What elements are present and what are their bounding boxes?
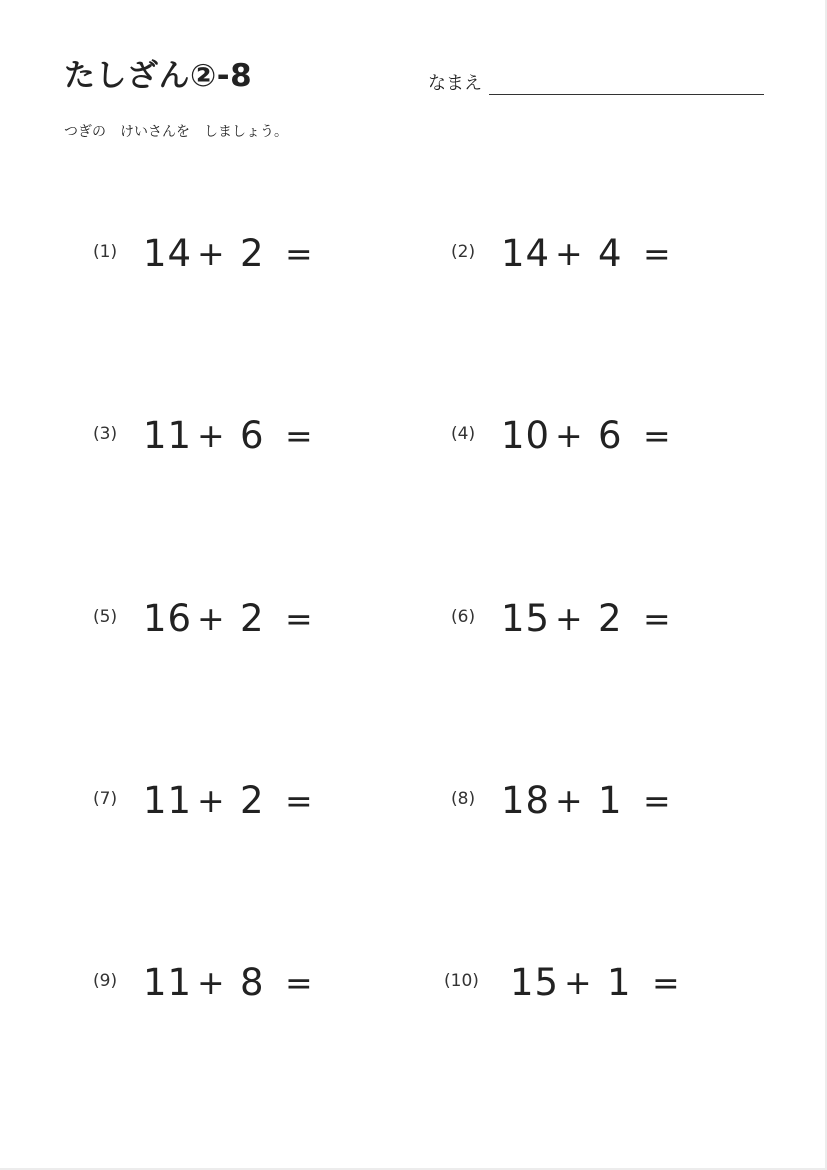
problem-number: (4) bbox=[451, 424, 476, 444]
second-addend: 4 bbox=[598, 232, 622, 275]
plus-sign: + bbox=[555, 781, 583, 820]
first-addend: 10 bbox=[501, 414, 551, 457]
equals-sign: = bbox=[285, 234, 313, 273]
problem-4 bbox=[451, 412, 751, 460]
second-addend: 1 bbox=[607, 961, 631, 1004]
problem-3 bbox=[93, 412, 393, 460]
first-addend: 11 bbox=[143, 779, 193, 822]
first-addend: 15 bbox=[501, 597, 551, 640]
problem-10 bbox=[444, 959, 744, 1007]
problem-number: (5) bbox=[93, 607, 118, 627]
plus-sign: + bbox=[197, 599, 225, 638]
plus-sign: + bbox=[555, 234, 583, 273]
problem-2 bbox=[451, 230, 751, 278]
equals-sign: = bbox=[643, 599, 671, 638]
first-addend: 16 bbox=[143, 597, 193, 640]
plus-sign: + bbox=[197, 781, 225, 820]
plus-sign: + bbox=[197, 416, 225, 455]
first-addend: 11 bbox=[143, 961, 193, 1004]
plus-sign: + bbox=[197, 234, 225, 273]
problem-8 bbox=[451, 777, 751, 825]
problem-number: (2) bbox=[451, 242, 476, 262]
plus-sign: + bbox=[555, 599, 583, 638]
problem-5 bbox=[93, 595, 393, 643]
equals-sign: = bbox=[285, 963, 313, 1002]
problem-number: (3) bbox=[93, 424, 118, 444]
problem-number: (1) bbox=[93, 242, 118, 262]
second-addend: 2 bbox=[598, 597, 622, 640]
equals-sign: = bbox=[285, 599, 313, 638]
problem-number: (10) bbox=[444, 971, 479, 991]
problem-6 bbox=[451, 595, 751, 643]
worksheet-title: たしざん②-8 bbox=[64, 58, 253, 94]
first-addend: 15 bbox=[510, 961, 560, 1004]
first-addend: 18 bbox=[501, 779, 551, 822]
problem-1 bbox=[93, 230, 393, 278]
problem-7 bbox=[93, 777, 393, 825]
plus-sign: + bbox=[197, 963, 225, 1002]
problem-number: (7) bbox=[93, 789, 118, 809]
second-addend: 2 bbox=[240, 779, 264, 822]
equals-sign: = bbox=[643, 416, 671, 455]
second-addend: 6 bbox=[598, 414, 622, 457]
second-addend: 6 bbox=[240, 414, 264, 457]
plus-sign: + bbox=[564, 963, 592, 1002]
first-addend: 14 bbox=[501, 232, 551, 275]
problem-number: (8) bbox=[451, 789, 476, 809]
equals-sign: = bbox=[285, 416, 313, 455]
name-label: なまえ bbox=[428, 73, 482, 94]
name-write-line[interactable] bbox=[489, 94, 764, 95]
second-addend: 1 bbox=[598, 779, 622, 822]
second-addend: 2 bbox=[240, 597, 264, 640]
problem-number: (6) bbox=[451, 607, 476, 627]
problem-9 bbox=[93, 959, 393, 1007]
first-addend: 14 bbox=[143, 232, 193, 275]
equals-sign: = bbox=[652, 963, 680, 1002]
plus-sign: + bbox=[555, 416, 583, 455]
name-field[interactable] bbox=[428, 66, 764, 98]
equals-sign: = bbox=[285, 781, 313, 820]
problem-number: (9) bbox=[93, 971, 118, 991]
first-addend: 11 bbox=[143, 414, 193, 457]
second-addend: 2 bbox=[240, 232, 264, 275]
instruction-text: つぎの けいさんを しましょう。 bbox=[64, 124, 288, 140]
equals-sign: = bbox=[643, 234, 671, 273]
equals-sign: = bbox=[643, 781, 671, 820]
second-addend: 8 bbox=[240, 961, 264, 1004]
